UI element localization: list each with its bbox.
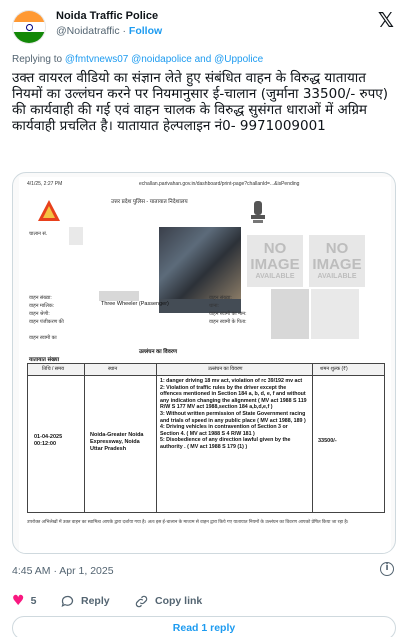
th-description: उल्लंघन का विवरण bbox=[208, 366, 243, 372]
link-icon bbox=[134, 594, 149, 609]
info-icon[interactable]: i bbox=[380, 562, 394, 576]
echallan-document bbox=[19, 177, 391, 553]
violation-table-header bbox=[28, 364, 384, 376]
replying-prefix: Replying to bbox=[12, 54, 65, 65]
label-owner: वाहन मालिक: bbox=[29, 303, 55, 309]
avatar[interactable] bbox=[12, 10, 46, 44]
x-logo-icon[interactable]: 𝕏 bbox=[377, 8, 394, 32]
like-count: 5 bbox=[30, 595, 37, 607]
read-replies-button[interactable]: Read 1 reply bbox=[12, 616, 396, 637]
doc-print-date: 4/1/25, 2:27 PM bbox=[27, 181, 63, 187]
reply-bubble-icon bbox=[60, 594, 75, 609]
no-image-placeholder-1: NO IMAGE AVAILABLE bbox=[247, 235, 303, 287]
cell-amount: 33500/- bbox=[318, 438, 337, 444]
follow-button[interactable]: Follow bbox=[128, 25, 163, 37]
violation-photo bbox=[159, 227, 241, 299]
th-amount: शमन शुल्क (₹) bbox=[320, 366, 348, 372]
label-challan: चालान सं. bbox=[29, 231, 48, 237]
violation-table bbox=[27, 363, 385, 513]
account-name-block bbox=[56, 10, 162, 37]
separator: · bbox=[119, 25, 129, 37]
handle-row bbox=[56, 25, 162, 37]
national-emblem-icon bbox=[249, 199, 267, 225]
traffic-number-label: यातायात संख्या bbox=[29, 357, 60, 363]
tweet-timestamp[interactable]: 4:45 AM · Apr 1, 2025 bbox=[12, 565, 114, 577]
violation-section-title: उल्लंघन का विवरण bbox=[139, 349, 177, 355]
redacted-block bbox=[69, 227, 83, 245]
cell-date: 01-04-2025 00:12:00 bbox=[34, 434, 63, 447]
tweet-actions bbox=[12, 592, 396, 610]
tweet-media[interactable] bbox=[12, 172, 396, 554]
up-police-seal-icon bbox=[37, 199, 61, 223]
reply-label: Reply bbox=[81, 595, 110, 607]
tweet-header bbox=[12, 8, 394, 48]
label-rc: वाहन पंजीकरण की bbox=[29, 319, 64, 325]
redacted-block bbox=[99, 291, 139, 301]
label-mobile: वाहन स्वामी का bbox=[29, 335, 57, 341]
display-name[interactable]: Noida Traffic Police bbox=[56, 10, 159, 22]
reply-button[interactable] bbox=[60, 592, 110, 610]
no-image-placeholder-2: NO IMAGE AVAILABLE bbox=[309, 235, 365, 287]
tweet-text: उक्त वायरल वीडियो का संज्ञान लेते हुए संबंधित वाहन के विरुद्ध यातायात नियमों का उल्लंघन करने पर नियमानुसार ई-चालान (जुर्माना 33500/- रुपए) की कार्यवाही की गई एवं वाहन चालक के विरुद्ध सुसंगत धाराओं में अग्रिम कार्यवाही प्रचलित है। यातायात हेल्पलाइन नं0- 9971009001 bbox=[12, 70, 388, 134]
heart-icon: ♥ bbox=[12, 593, 25, 609]
cell-place: Noida-Greater Noida Expressway, Noida Uttar Pradesh bbox=[90, 432, 144, 452]
replying-to bbox=[12, 54, 263, 65]
label-father: वाहन स्वामी के पिता: bbox=[209, 319, 247, 325]
label-place: वाहन संख्या: bbox=[209, 295, 232, 301]
like-button[interactable] bbox=[12, 592, 36, 610]
doc-title: उत्तर प्रदेश पुलिस - यातायात निदेशालय bbox=[111, 199, 188, 205]
ashoka-chakra-icon bbox=[26, 24, 33, 31]
cell-description: 1: danger driving 18 mv act, violation of rc 39/192 mv act 2: Violation of traffic rules by the driver except the offences mentioned in Section 184 a, b, d, e, f and without any indication changing the alignment ( MV act 1988 S 119 R/W S 177 MV act 1988,section 184 a,b,d,e,f ) 3: Without written permission of State Government racing and trials of speed in any public place ( MV act 1988, 189 ) 4: Driving vehicles in contravention of Section 3 or Section 4. ( MV act 1988 S 4 R/W 181 ) 5: Disobedience of any direction lawful given by the authority . ( MV act 1988 S 179 (1) ) bbox=[160, 378, 307, 450]
label-police-station: थाना: bbox=[209, 303, 219, 309]
label-vehicle-no: वाहन संख्या: bbox=[29, 295, 52, 301]
th-date: तिथि / समय bbox=[42, 366, 65, 372]
doc-print-url: echallan.parivahan.gov.in/dashboard/print-page?challanId=...&isPending bbox=[139, 181, 300, 187]
copy-link-label: Copy link bbox=[155, 595, 203, 607]
redacted-block bbox=[311, 289, 359, 339]
doc-footnote: उपरोक्त अभिलेखों में उक्त वाहन का स्वामित्व आपके द्वारा दर्शाया गया है। अतः इस ई-चालान के माध्यम से वाहन द्वारा किये गए यातायात नियमों के उल्लंघन का विवरण आपको प्रेषित किया जा रहा है। bbox=[27, 519, 349, 524]
label-owner-name: वाहन स्वामी का नाम: bbox=[209, 311, 247, 317]
redacted-block bbox=[271, 289, 309, 339]
vehicle-class-value: Three Wheeler (Passenger) bbox=[101, 301, 169, 307]
copy-link-button[interactable] bbox=[134, 592, 202, 610]
reply-mentions[interactable]: @fmtvnews07 @noidapolice and @Uppolice bbox=[64, 54, 264, 65]
th-place: स्थान bbox=[108, 366, 118, 372]
label-class: वाहन श्रेणी: bbox=[29, 311, 50, 317]
handle[interactable]: @Noidatraffic bbox=[56, 25, 120, 37]
